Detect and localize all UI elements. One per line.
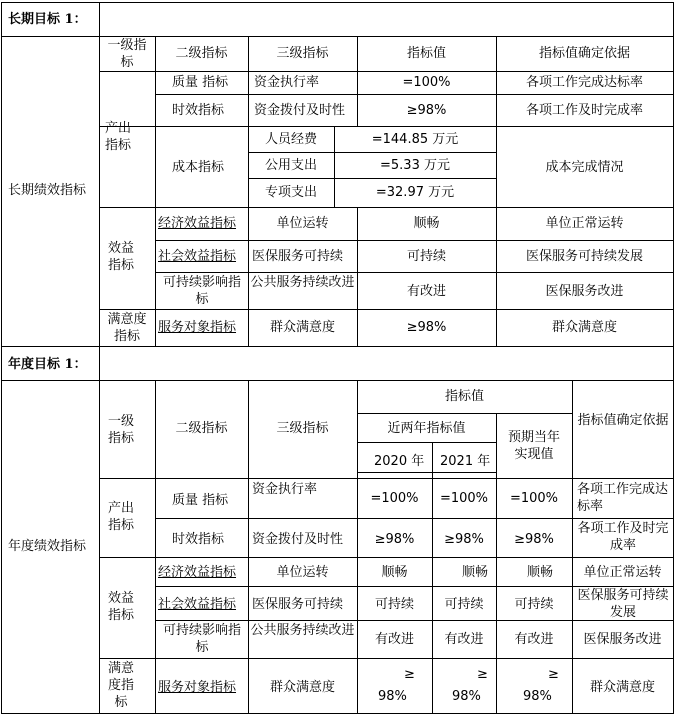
benefit-label: 效益指标 <box>107 241 134 273</box>
benefit-basis: 单位正常运转 <box>583 565 662 580</box>
rule <box>155 36 156 347</box>
benefit-value-2020: 顺畅 <box>381 565 408 580</box>
rule <box>99 2 100 36</box>
output-label: 产出指标 <box>104 121 131 153</box>
satisfaction-level2: 服务对象指标 <box>158 320 237 335</box>
output-level2: 时效指标 <box>172 532 225 547</box>
rule <box>155 240 674 241</box>
header-value: 指标值 <box>406 46 446 61</box>
satisfaction-ge-2020: ≥ <box>404 667 415 682</box>
benefit-level2: 可持续影响指标 <box>162 623 241 655</box>
benefit-basis: 医保服务改进 <box>583 632 662 647</box>
benefit-value: 顺畅 <box>413 216 440 231</box>
header-year-2021: 2021 年 <box>440 454 491 469</box>
satisfaction-pct-2021: 98% <box>452 689 481 704</box>
timeliness-value: ≥98% <box>406 103 447 118</box>
quality-value: =100% <box>402 75 451 90</box>
quality-level3: 资金执行率 <box>254 75 320 90</box>
output-value-2020: ≥98% <box>374 532 415 547</box>
satisfaction-pct-2020: 98% <box>378 689 407 704</box>
rule <box>1 2 2 714</box>
satisfaction-ge-expected: ≥ <box>548 667 559 682</box>
satisfaction-label: 满意度指标 <box>107 312 147 344</box>
rule <box>99 36 100 347</box>
cost-item-level3: 专项支出 <box>264 185 317 200</box>
rule <box>155 518 674 519</box>
header-recent-two-years: 近两年指标值 <box>387 421 466 436</box>
satisfaction-level2: 服务对象指标 <box>158 680 237 695</box>
satisfaction-value: ≥98% <box>406 320 447 335</box>
output-value-expected: =100% <box>509 491 559 506</box>
satisfaction-basis: 群众满意度 <box>589 680 655 695</box>
benefit-label: 效益指标 <box>107 591 134 623</box>
satisfaction-pct-expected: 98% <box>523 689 552 704</box>
benefit-value-expected: 顺畅 <box>526 565 553 580</box>
rule <box>99 380 100 714</box>
benefit-value-2021: 有改进 <box>444 632 484 647</box>
header-value: 指标值 <box>444 389 484 404</box>
header-level3: 三级指标 <box>276 421 329 436</box>
rule <box>99 346 100 380</box>
rule <box>155 94 674 95</box>
output-basis: 各项工作及时完成率 <box>577 521 669 553</box>
cost-basis: 成本完成情况 <box>545 160 624 175</box>
benefit-level3: 医保服务可持续 <box>252 597 344 612</box>
benefit-value: 有改进 <box>406 284 446 299</box>
rule <box>673 2 674 714</box>
benefit-basis: 医保服务可持续发展 <box>577 588 669 620</box>
rule <box>99 126 674 127</box>
output-basis: 各项工作完成达标率 <box>577 482 669 514</box>
benefit-value-2021: 顺畅 <box>462 565 489 580</box>
rule <box>99 207 674 208</box>
header-level1: 一级指标 <box>107 38 147 70</box>
cost-item-value: =32.97 万元 <box>375 185 455 200</box>
benefit-basis: 单位正常运转 <box>545 216 624 231</box>
rule <box>99 309 674 310</box>
header-basis: 指标值确定依据 <box>577 413 669 428</box>
cost-item-level3: 人员经费 <box>264 132 317 147</box>
benefit-level3: 医保服务可持续 <box>252 249 344 264</box>
benefit-level3: 公共服务持续改进 <box>250 623 355 638</box>
cost-level2: 成本指标 <box>172 160 225 175</box>
rule <box>1 380 674 381</box>
output-value-2021: ≥98% <box>444 532 484 547</box>
rule <box>357 472 496 473</box>
long-term-goal-title: 长期目标 1： <box>8 12 87 27</box>
header-level2: 二级指标 <box>175 46 228 61</box>
cost-item-value: =144.85 万元 <box>371 132 459 147</box>
header-level3: 三级指标 <box>276 46 329 61</box>
output-level3: 资金拨付及时性 <box>252 532 344 547</box>
satisfaction-ge-2021: ≥ <box>477 667 488 682</box>
rule <box>155 272 674 273</box>
quality-level2: 质量 指标 <box>172 75 229 90</box>
rule <box>1 36 674 37</box>
rule <box>1 713 674 714</box>
output-level2: 质量 指标 <box>172 493 229 508</box>
long-term-row-header: 长期绩效指标 <box>8 183 87 198</box>
satisfaction-level3: 群众满意度 <box>269 320 335 335</box>
timeliness-level2: 时效指标 <box>172 103 225 118</box>
output-value-2020: =100% <box>370 491 419 506</box>
timeliness-basis: 各项工作及时完成率 <box>525 103 643 118</box>
rule <box>572 380 573 714</box>
header-level1: 一级指标 <box>107 414 134 446</box>
satisfaction-label: 满意度指标 <box>107 661 134 710</box>
benefit-level3: 单位运转 <box>276 216 329 231</box>
annual-row-header: 年度绩效指标 <box>8 539 87 554</box>
benefit-level2: 经济效益指标 <box>158 565 237 580</box>
annual-goal-title: 年度目标 1： <box>8 357 87 372</box>
benefit-value-2020: 有改进 <box>374 632 414 647</box>
rule <box>432 442 433 714</box>
cost-item-level3: 公用支出 <box>264 158 317 173</box>
benefit-level2: 可持续影响指标 <box>162 275 241 307</box>
output-label: 产出指标 <box>107 501 134 533</box>
timeliness-level3: 资金拨付及时性 <box>254 103 346 118</box>
benefit-basis: 医保服务改进 <box>545 284 624 299</box>
header-year-2020: 2020 年 <box>374 454 425 469</box>
output-level3: 资金执行率 <box>252 482 318 497</box>
benefit-level3: 单位运转 <box>276 565 329 580</box>
rule <box>99 478 674 479</box>
benefit-level2: 社会效益指标 <box>158 597 237 612</box>
quality-basis: 各项工作完成达标率 <box>525 75 643 90</box>
satisfaction-basis: 群众满意度 <box>551 320 617 335</box>
output-value-expected: ≥98% <box>514 532 554 547</box>
output-value-2021: =100% <box>439 491 489 506</box>
benefit-level2: 经济效益指标 <box>158 216 237 231</box>
header-basis: 指标值确定依据 <box>538 46 630 61</box>
benefit-value-expected: 有改进 <box>514 632 554 647</box>
benefit-value-expected: 可持续 <box>514 597 554 612</box>
rule <box>357 413 572 414</box>
rule <box>357 442 496 443</box>
header-expected: 预期当年实现值 <box>507 430 560 462</box>
rule <box>1 346 674 347</box>
satisfaction-level3: 群众满意度 <box>269 680 335 695</box>
rule <box>248 152 496 153</box>
benefit-level3: 公共服务持续改进 <box>250 275 355 290</box>
benefit-basis: 医保服务可持续发展 <box>525 249 643 264</box>
benefit-value-2020: 可持续 <box>374 597 414 612</box>
rule <box>248 178 496 179</box>
rule <box>99 71 674 72</box>
benefit-value: 可持续 <box>406 249 446 264</box>
header-level2: 二级指标 <box>175 421 228 436</box>
rule <box>1 2 674 3</box>
rule <box>99 658 674 659</box>
rule <box>99 557 674 558</box>
benefit-level2: 社会效益指标 <box>158 249 237 264</box>
cost-item-value: =5.33 万元 <box>380 158 450 173</box>
benefit-value-2021: 可持续 <box>444 597 484 612</box>
